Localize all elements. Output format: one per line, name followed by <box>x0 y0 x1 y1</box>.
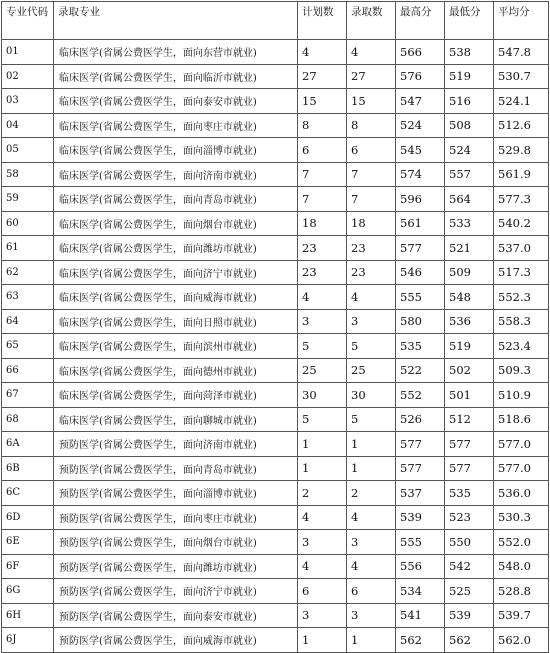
cell-admitted: 4 <box>347 40 396 65</box>
cell-min: 564 <box>445 187 494 212</box>
cell-avg: 540.2 <box>494 211 549 236</box>
cell-admitted: 1 <box>347 432 396 457</box>
cell-plan: 25 <box>298 358 347 383</box>
cell-major: 预防医学(省属公费医学生，面向枣庄市就业) <box>54 505 298 530</box>
cell-major: 临床医学(省属公费医学生，面向烟台市就业) <box>54 211 298 236</box>
cell-major: 临床医学(省属公费医学生，面向济宁市就业) <box>54 260 298 285</box>
cell-min: 524 <box>445 138 494 163</box>
cell-max: 577 <box>396 236 445 261</box>
cell-max: 522 <box>396 358 445 383</box>
table-row <box>2 162 549 187</box>
admission-table <box>1 1 549 653</box>
cell-max: 537 <box>396 481 445 506</box>
table-row <box>2 505 549 530</box>
cell-plan: 3 <box>298 309 347 334</box>
table-row <box>2 40 549 65</box>
cell-code: 60 <box>2 211 54 236</box>
table-row <box>2 554 549 579</box>
cell-avg: 530.7 <box>494 64 549 89</box>
table-row <box>2 113 549 138</box>
cell-code: 66 <box>2 358 54 383</box>
cell-admitted: 3 <box>347 603 396 628</box>
cell-max: 546 <box>396 260 445 285</box>
cell-code: 65 <box>2 334 54 359</box>
cell-avg: 528.8 <box>494 579 549 604</box>
cell-code: 61 <box>2 236 54 261</box>
table-row <box>2 187 549 212</box>
cell-min: 538 <box>445 40 494 65</box>
cell-min: 577 <box>445 456 494 481</box>
header-admitted: 录取数 <box>347 2 396 40</box>
cell-plan: 8 <box>298 113 347 138</box>
cell-code: 6J <box>2 628 54 653</box>
cell-major: 预防医学(省属公费医学生，面向淄博市就业) <box>54 481 298 506</box>
cell-major: 临床医学(省属公费医学生，面向东营市就业) <box>54 40 298 65</box>
cell-plan: 23 <box>298 260 347 285</box>
cell-max: 526 <box>396 407 445 432</box>
cell-avg: 552.3 <box>494 285 549 310</box>
cell-code: 6G <box>2 579 54 604</box>
cell-code: 6E <box>2 530 54 555</box>
table-row <box>2 530 549 555</box>
cell-min: 519 <box>445 334 494 359</box>
cell-plan: 15 <box>298 89 347 114</box>
cell-admitted: 6 <box>347 579 396 604</box>
cell-plan: 1 <box>298 628 347 653</box>
cell-avg: 523.4 <box>494 334 549 359</box>
cell-code: 6C <box>2 481 54 506</box>
cell-max: 561 <box>396 211 445 236</box>
table-row <box>2 579 549 604</box>
cell-major: 临床医学(省属公费医学生，面向德州市就业) <box>54 358 298 383</box>
cell-plan: 6 <box>298 579 347 604</box>
cell-min: 523 <box>445 505 494 530</box>
table-row <box>2 138 549 163</box>
cell-major: 预防医学(省属公费医学生，面向济南市就业) <box>54 432 298 457</box>
header-max: 最高分 <box>396 2 445 40</box>
table-row <box>2 603 549 628</box>
cell-admitted: 8 <box>347 113 396 138</box>
header-avg: 平均分 <box>494 2 549 40</box>
table-row <box>2 383 549 408</box>
cell-min: 512 <box>445 407 494 432</box>
cell-admitted: 5 <box>347 334 396 359</box>
cell-code: 6H <box>2 603 54 628</box>
cell-plan: 1 <box>298 456 347 481</box>
cell-code: 62 <box>2 260 54 285</box>
cell-avg: 558.3 <box>494 309 549 334</box>
cell-min: 577 <box>445 432 494 457</box>
cell-avg: 510.9 <box>494 383 549 408</box>
cell-min: 557 <box>445 162 494 187</box>
table-row <box>2 309 549 334</box>
cell-avg: 524.1 <box>494 89 549 114</box>
cell-admitted: 4 <box>347 554 396 579</box>
cell-major: 临床医学(省属公费医学生，面向济南市就业) <box>54 162 298 187</box>
cell-avg: 539.7 <box>494 603 549 628</box>
table-row <box>2 407 549 432</box>
cell-plan: 3 <box>298 603 347 628</box>
cell-admitted: 23 <box>347 260 396 285</box>
cell-min: 516 <box>445 89 494 114</box>
cell-plan: 4 <box>298 40 347 65</box>
table-row <box>2 260 549 285</box>
cell-max: 555 <box>396 285 445 310</box>
cell-max: 566 <box>396 40 445 65</box>
cell-major: 临床医学(省属公费医学生，面向枣庄市就业) <box>54 113 298 138</box>
cell-major: 临床医学(省属公费医学生，面向临沂市就业) <box>54 64 298 89</box>
cell-plan: 5 <box>298 334 347 359</box>
table-row <box>2 334 549 359</box>
cell-admitted: 3 <box>347 530 396 555</box>
header-row <box>2 2 549 40</box>
table-row <box>2 285 549 310</box>
cell-max: 524 <box>396 113 445 138</box>
cell-plan: 7 <box>298 162 347 187</box>
table-row <box>2 358 549 383</box>
cell-major: 预防医学(省属公费医学生，面向威海市就业) <box>54 628 298 653</box>
cell-min: 539 <box>445 603 494 628</box>
cell-plan: 7 <box>298 187 347 212</box>
cell-code: 59 <box>2 187 54 212</box>
cell-major: 临床医学(省属公费医学生，面向泰安市就业) <box>54 89 298 114</box>
cell-admitted: 15 <box>347 89 396 114</box>
cell-avg: 577.0 <box>494 456 549 481</box>
table-row <box>2 432 549 457</box>
cell-admitted: 6 <box>347 138 396 163</box>
cell-major: 临床医学(省属公费医学生，面向潍坊市就业) <box>54 236 298 261</box>
cell-plan: 3 <box>298 530 347 555</box>
cell-avg: 577.3 <box>494 187 549 212</box>
cell-code: 05 <box>2 138 54 163</box>
cell-max: 580 <box>396 309 445 334</box>
cell-avg: 536.0 <box>494 481 549 506</box>
cell-major: 预防医学(省属公费医学生，面向烟台市就业) <box>54 530 298 555</box>
cell-admitted: 3 <box>347 309 396 334</box>
cell-code: 6D <box>2 505 54 530</box>
cell-code: 63 <box>2 285 54 310</box>
cell-admitted: 4 <box>347 505 396 530</box>
cell-admitted: 30 <box>347 383 396 408</box>
cell-major: 临床医学(省属公费医学生，面向聊城市就业) <box>54 407 298 432</box>
cell-min: 519 <box>445 64 494 89</box>
cell-max: 539 <box>396 505 445 530</box>
cell-admitted: 25 <box>347 358 396 383</box>
cell-admitted: 2 <box>347 481 396 506</box>
cell-admitted: 1 <box>347 456 396 481</box>
cell-max: 545 <box>396 138 445 163</box>
cell-plan: 1 <box>298 432 347 457</box>
cell-max: 577 <box>396 432 445 457</box>
cell-major: 预防医学(省属公费医学生，面向济宁市就业) <box>54 579 298 604</box>
cell-min: 562 <box>445 628 494 653</box>
cell-min: 509 <box>445 260 494 285</box>
cell-min: 542 <box>445 554 494 579</box>
cell-min: 525 <box>445 579 494 604</box>
cell-major: 临床医学(省属公费医学生，面向青岛市就业) <box>54 187 298 212</box>
cell-avg: 562.0 <box>494 628 549 653</box>
cell-avg: 577.0 <box>494 432 549 457</box>
cell-major: 临床医学(省属公费医学生，面向菏泽市就业) <box>54 383 298 408</box>
cell-max: 541 <box>396 603 445 628</box>
cell-plan: 18 <box>298 211 347 236</box>
cell-min: 502 <box>445 358 494 383</box>
cell-avg: 561.9 <box>494 162 549 187</box>
cell-min: 508 <box>445 113 494 138</box>
cell-code: 67 <box>2 383 54 408</box>
cell-max: 556 <box>396 554 445 579</box>
cell-code: 04 <box>2 113 54 138</box>
cell-admitted: 23 <box>347 236 396 261</box>
cell-min: 521 <box>445 236 494 261</box>
header-plan: 计划数 <box>298 2 347 40</box>
cell-min: 550 <box>445 530 494 555</box>
cell-code: 03 <box>2 89 54 114</box>
table-header <box>2 2 549 40</box>
cell-min: 535 <box>445 481 494 506</box>
cell-plan: 30 <box>298 383 347 408</box>
cell-admitted: 4 <box>347 285 396 310</box>
cell-plan: 4 <box>298 505 347 530</box>
header-code: 专业代码 <box>2 2 54 40</box>
cell-avg: 548.0 <box>494 554 549 579</box>
cell-avg: 518.6 <box>494 407 549 432</box>
cell-min: 533 <box>445 211 494 236</box>
cell-avg: 547.8 <box>494 40 549 65</box>
cell-avg: 537.0 <box>494 236 549 261</box>
cell-major: 预防医学(省属公费医学生，面向泰安市就业) <box>54 603 298 628</box>
cell-code: 68 <box>2 407 54 432</box>
cell-avg: 509.3 <box>494 358 549 383</box>
cell-major: 预防医学(省属公费医学生，面向潍坊市就业) <box>54 554 298 579</box>
table-row <box>2 628 549 653</box>
cell-major: 预防医学(省属公费医学生，面向青岛市就业) <box>54 456 298 481</box>
cell-admitted: 7 <box>347 187 396 212</box>
cell-admitted: 18 <box>347 211 396 236</box>
cell-max: 547 <box>396 89 445 114</box>
cell-admitted: 5 <box>347 407 396 432</box>
cell-admitted: 27 <box>347 64 396 89</box>
cell-plan: 27 <box>298 64 347 89</box>
cell-major: 临床医学(省属公费医学生，面向滨州市就业) <box>54 334 298 359</box>
cell-code: 6A <box>2 432 54 457</box>
cell-code: 01 <box>2 40 54 65</box>
cell-min: 548 <box>445 285 494 310</box>
cell-code: 64 <box>2 309 54 334</box>
cell-max: 534 <box>396 579 445 604</box>
table-row <box>2 481 549 506</box>
cell-plan: 4 <box>298 554 347 579</box>
table-row <box>2 236 549 261</box>
table-row <box>2 211 549 236</box>
table-body <box>2 40 549 653</box>
cell-plan: 6 <box>298 138 347 163</box>
cell-avg: 552.0 <box>494 530 549 555</box>
cell-major: 临床医学(省属公费医学生，面向威海市就业) <box>54 285 298 310</box>
cell-min: 536 <box>445 309 494 334</box>
cell-major: 临床医学(省属公费医学生，面向淄博市就业) <box>54 138 298 163</box>
table-row <box>2 456 549 481</box>
cell-code: 58 <box>2 162 54 187</box>
cell-max: 596 <box>396 187 445 212</box>
cell-max: 576 <box>396 64 445 89</box>
cell-avg: 529.8 <box>494 138 549 163</box>
cell-major: 临床医学(省属公费医学生，面向日照市就业) <box>54 309 298 334</box>
table-row <box>2 89 549 114</box>
header-min: 最低分 <box>445 2 494 40</box>
cell-avg: 530.3 <box>494 505 549 530</box>
cell-avg: 512.6 <box>494 113 549 138</box>
cell-admitted: 7 <box>347 162 396 187</box>
cell-min: 501 <box>445 383 494 408</box>
cell-plan: 4 <box>298 285 347 310</box>
cell-max: 535 <box>396 334 445 359</box>
cell-code: 02 <box>2 64 54 89</box>
cell-plan: 5 <box>298 407 347 432</box>
cell-max: 562 <box>396 628 445 653</box>
cell-plan: 2 <box>298 481 347 506</box>
cell-admitted: 1 <box>347 628 396 653</box>
cell-max: 552 <box>396 383 445 408</box>
cell-max: 577 <box>396 456 445 481</box>
cell-plan: 23 <box>298 236 347 261</box>
header-major: 录取专业 <box>54 2 298 40</box>
cell-max: 555 <box>396 530 445 555</box>
table-row <box>2 64 549 89</box>
cell-avg: 517.3 <box>494 260 549 285</box>
cell-max: 574 <box>396 162 445 187</box>
cell-code: 6B <box>2 456 54 481</box>
cell-code: 6F <box>2 554 54 579</box>
